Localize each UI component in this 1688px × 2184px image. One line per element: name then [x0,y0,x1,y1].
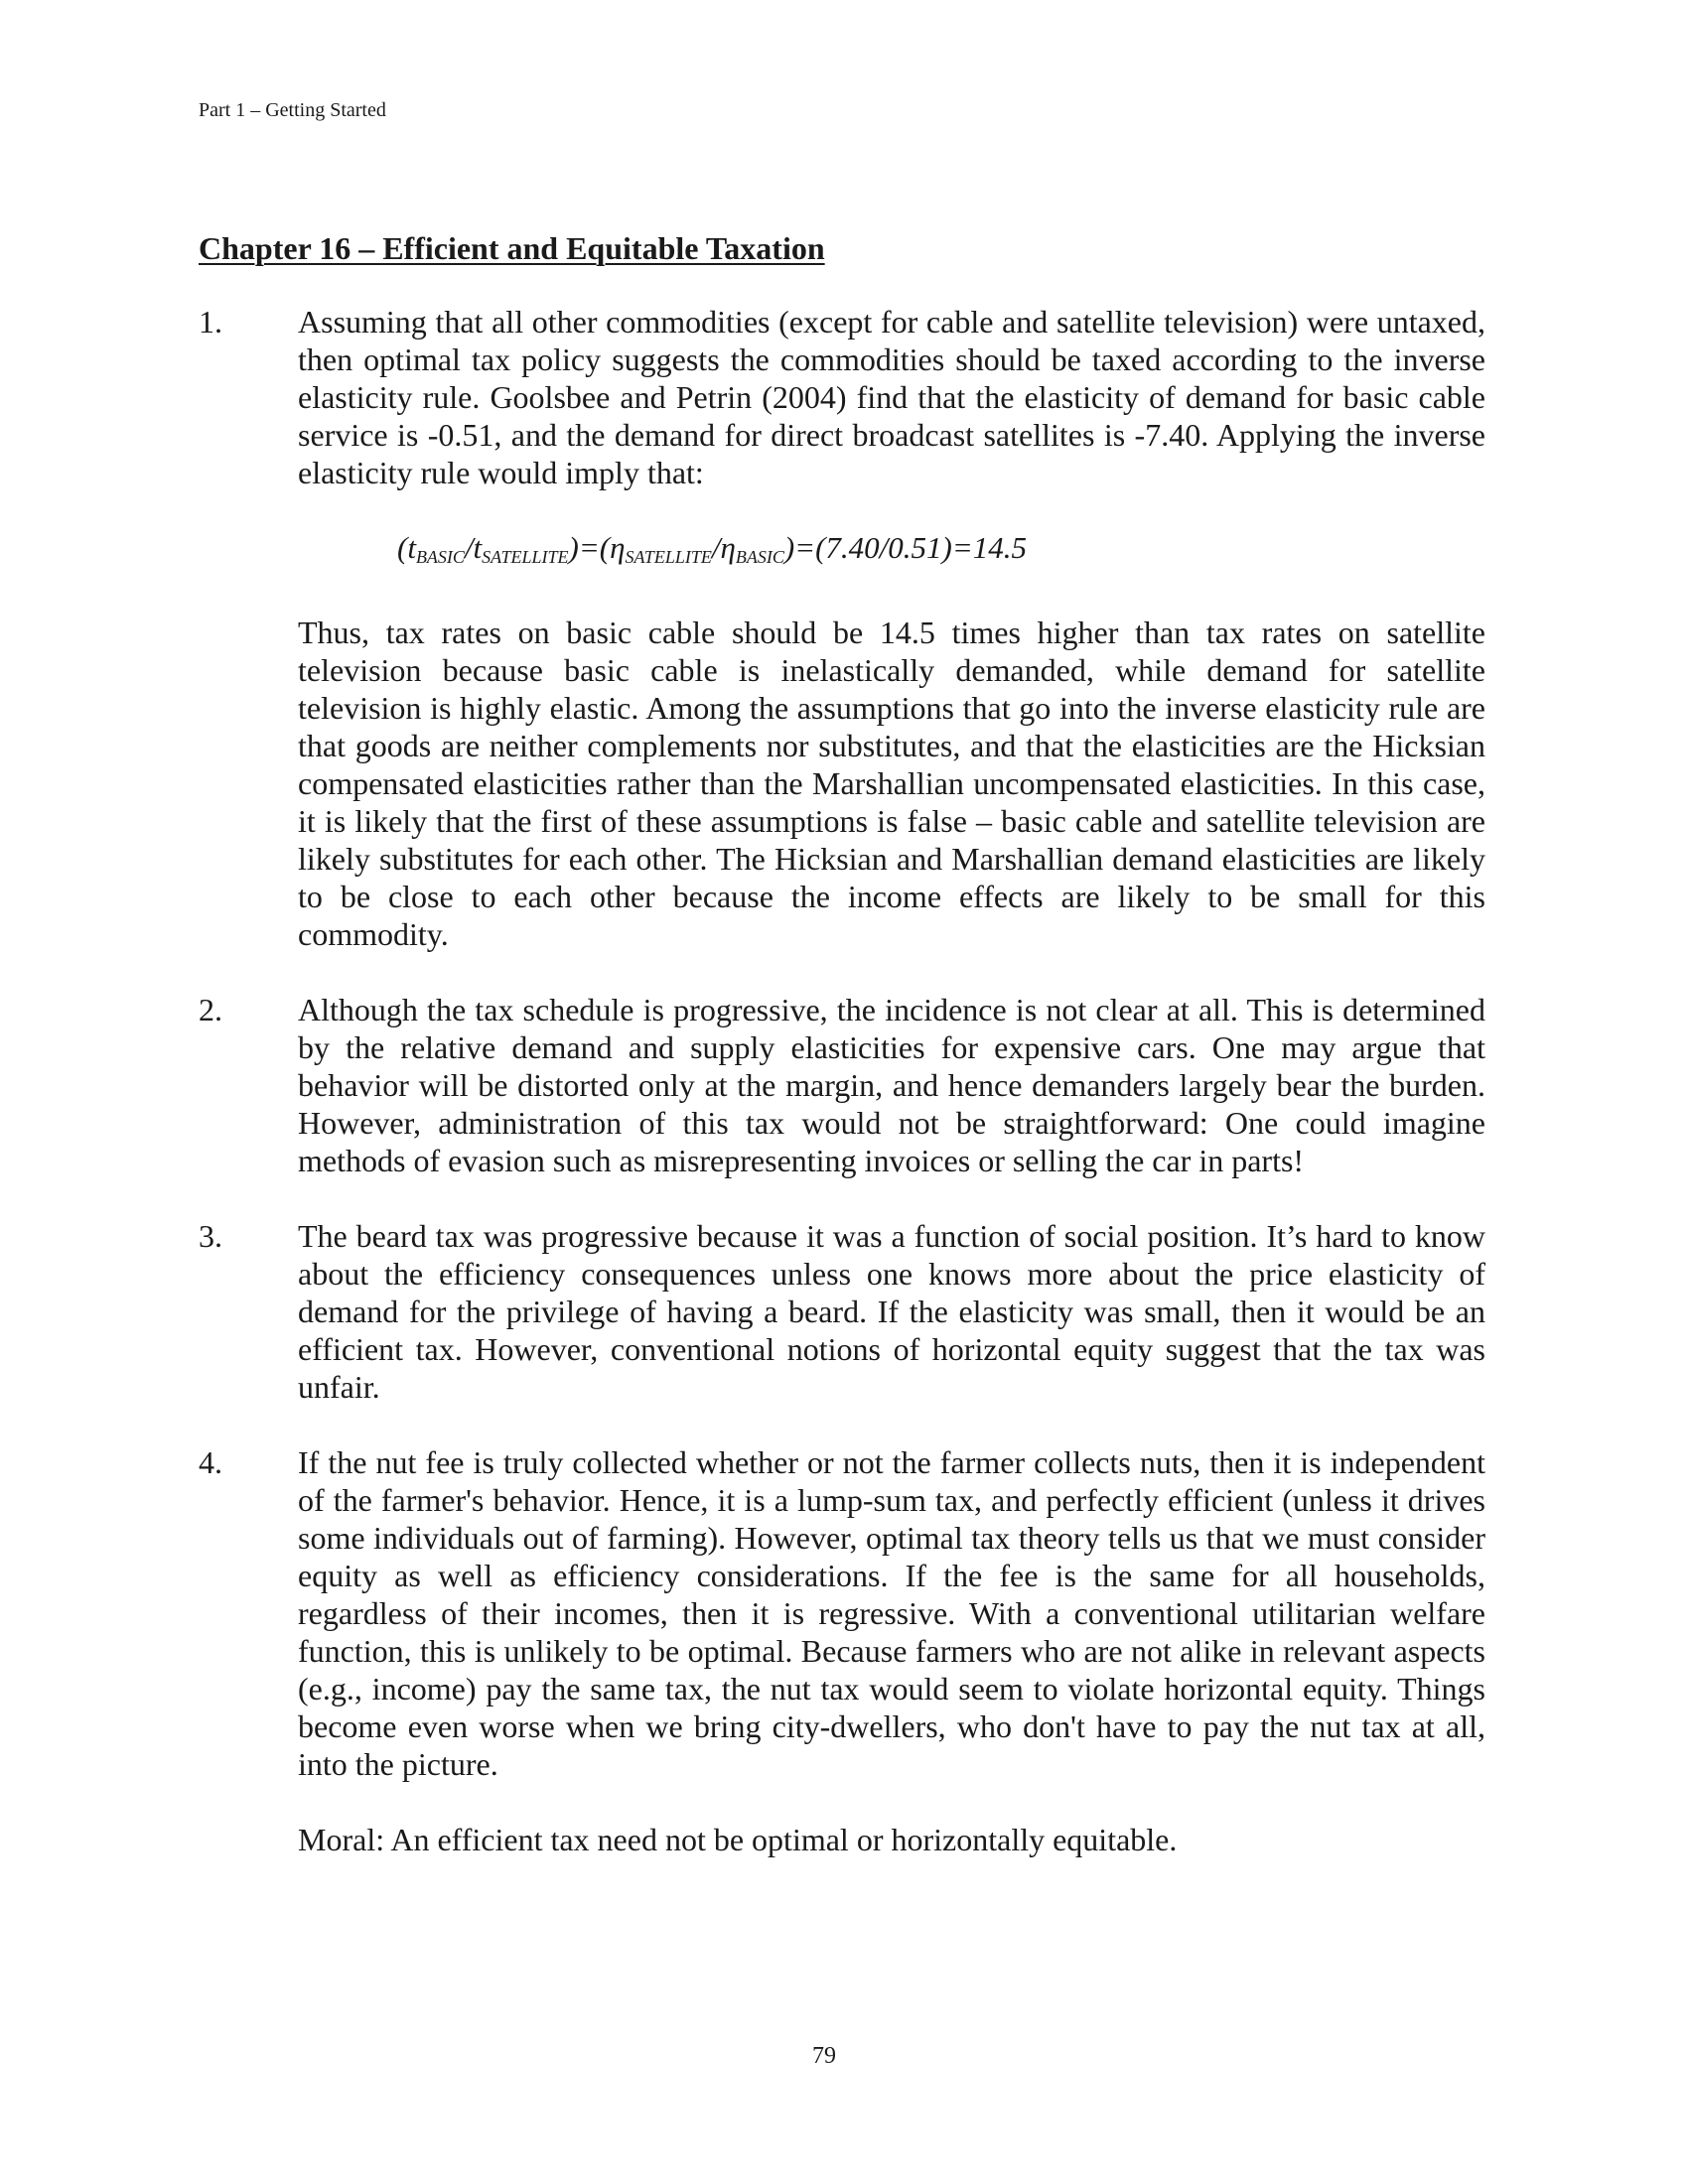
equation-part: (t [397,530,416,565]
equation-subscript: BASIC [415,547,465,567]
answer-item-1 [199,303,1485,953]
running-header: Part 1 – Getting Started [199,99,386,121]
answer-number: 2. [199,992,222,1027]
answer-paragraph: Assuming that all other commodities (except for cable and satellite television) were untaxed, then optimal tax policy suggests the commodities should be taxed according to the inverse elasticity rule. Goolsbee and Petrin (2004) find that the elasticity of demand for basic cable service is -0.51, and the demand for direct broadcast satellites is -7.40. Applying the inverse elasticity rule would imply that: [298,304,1485,490]
answer-paragraph: Although the tax schedule is progressive, the incidence is not clear at all. This is determined by the relative demand and supply elasticities for expensive cars. One may argue that behavior will be distorted only at the margin, and hence demanders largely bear the burden. However, administration of this tax would not be straightforward: One could imagine methods of evasion such as misrepresenting invoices or selling the car in parts! [298,992,1485,1178]
answer-number: 1. [199,304,222,340]
answer-item-4 [199,1443,1485,1858]
moral-paragraph: Moral: An efficient tax need not be optimal or horizontally equitable. [298,1822,1178,1857]
answer-list [199,303,1485,1896]
answer-paragraph: The beard tax was progressive because it was a function of social position. It’s hard to know about the efficiency consequences unless one knows more about the price elasticity of demand for the privilege of having a beard. If the elasticity was small, then it would be an efficient tax. However, conventional notions of horizontal equity suggest that the tax was unfair. [298,1218,1485,1405]
equation-subscript: SATELLITE [482,547,569,567]
equation-part: )=(η [568,530,626,565]
equation-part: )=(7.40/0.51)=14.5 [783,530,1028,565]
answer-number: 3. [199,1218,222,1254]
answer-paragraph: If the nut fee is truly collected whether or not the farmer collects nuts, then it is independent of the farmer's behavior. Hence, it is a lump-sum tax, and perfectly efficient (unless it drives some individuals out of farming). However, optimal tax theory tells us that we must consider equity as well as efficiency considerations. If the fee is the same for all households, regardless of their incomes, then it is regressive. With a conventional utilitarian welfare function, this is unlikely to be optimal. Because farmers who are not alike in relevant aspects (e.g., income) pay the same tax, the nut tax would seem to violate horizontal equity. Things become even worse when we bring city-dwellers, who don't have to pay the nut tax at all, into the picture. [298,1444,1485,1782]
answer-number: 4. [199,1444,222,1480]
page-number: 79 [812,2043,836,2069]
chapter-title: Chapter 16 – Efficient and Equitable Taxation [199,230,825,266]
answer-item-3 [199,1217,1485,1406]
equation-part: /t [464,530,483,565]
answer-paragraph: Thus, tax rates on basic cable should be 14.5 times higher than tax rates on satellite television because basic cable is inelastically demanded, while demand for satellite television is highly elastic. Among the assumptions that go into the inverse elasticity rule are that goods are neither complements nor substitutes, and that the elasticities are the Hicksian compensated elasticities rather than the Marshallian uncompensated elasticities. In this case, it is likely that the first of these assumptions is false – basic cable and satellite television are likely substitutes for each other. The Hicksian and Marshallian demand elasticities are likely to be close to each other because the income effects are likely to be small for this commodity. [298,614,1485,952]
equation-part: /η [711,530,736,565]
answer-item-2 [199,991,1485,1179]
inverse-elasticity-equation [397,529,1485,576]
equation-subscript: SATELLITE [625,547,712,567]
equation-subscript: BASIC [735,547,784,567]
